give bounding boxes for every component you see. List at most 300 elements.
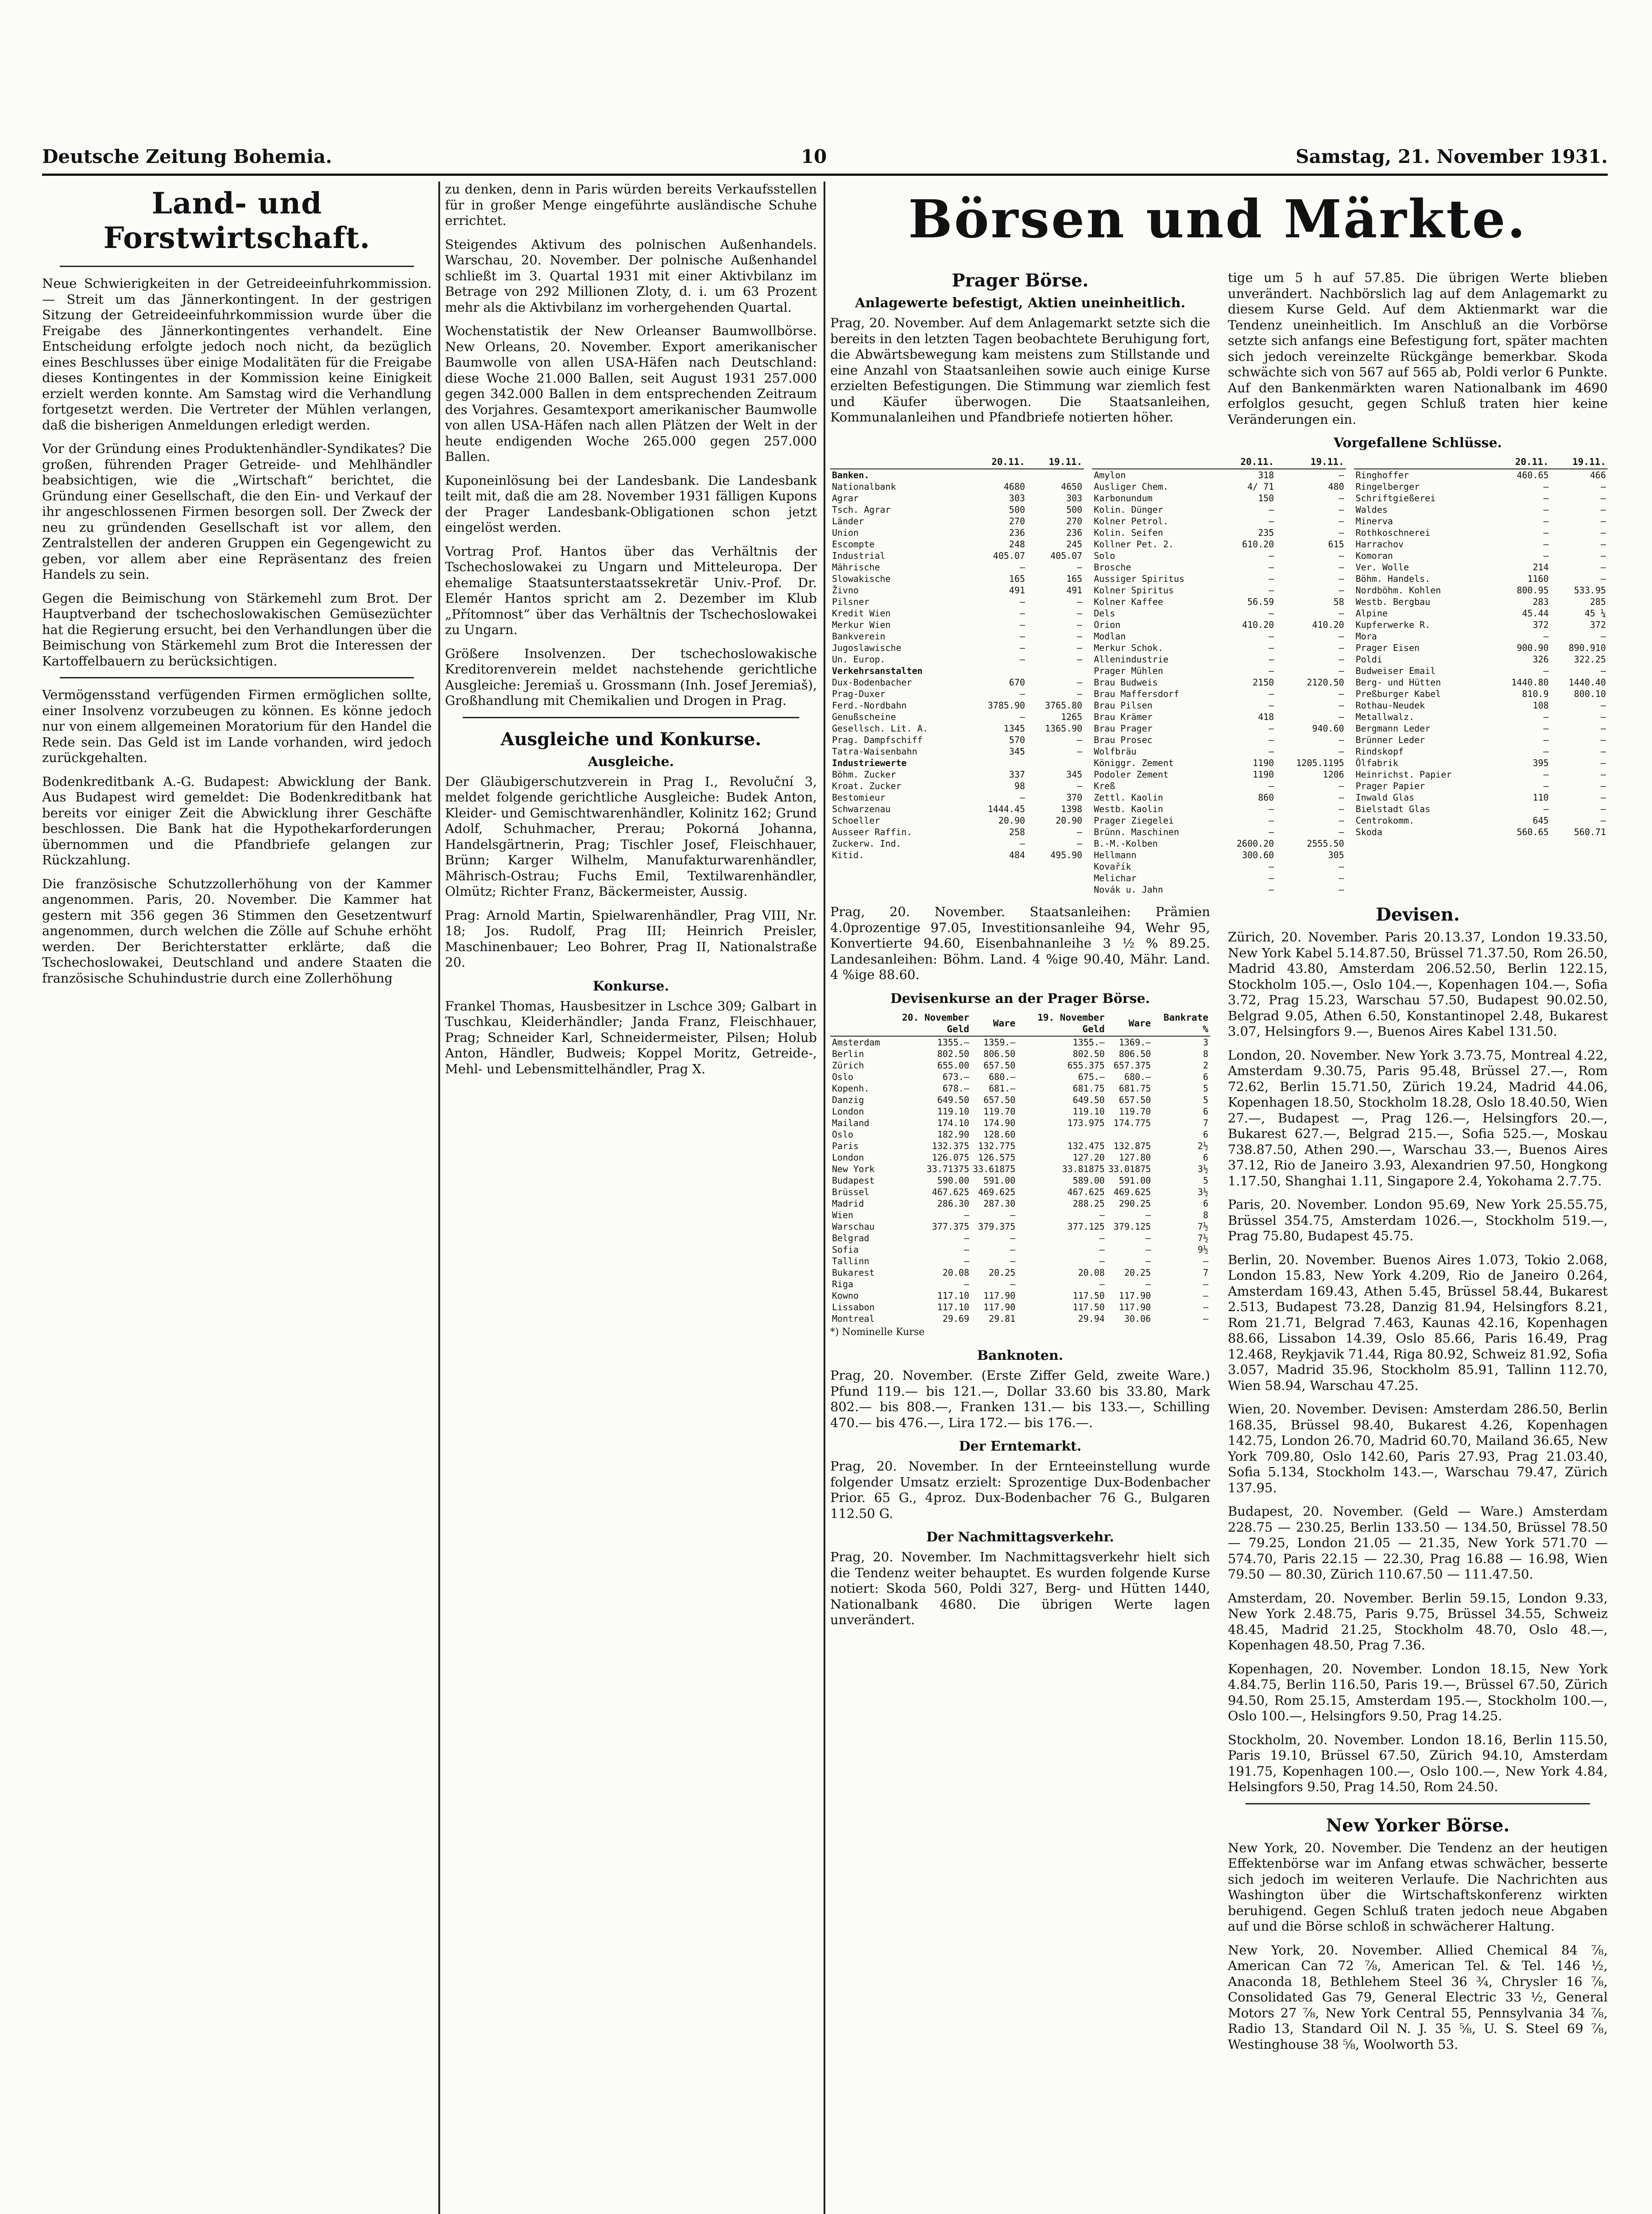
column-rule	[824, 182, 825, 2214]
quote-value: —	[1339, 643, 1344, 653]
quote-value: 3	[1203, 1037, 1208, 1048]
security-name: Minerva	[1355, 516, 1393, 526]
fx-rates-table	[830, 1011, 1210, 1324]
security-name: Kolin. Seifen	[1094, 527, 1163, 538]
quote-value: 117.50	[1072, 1301, 1105, 1312]
article-paragraph: Wochenstatistik der New Orleanser Baumwollbörse. New Orleans, 20. November. Export amerikanischer Baumwolle von allen USA-Häfen nach Deutschland: diese Woche 21.000 Ballen, seit August 1931 257.000 gegen 342.000 Ballen in dem entsprechenden Zeitraum des Vorjahres. Gesamtexport amerikanischer Baumwolle von allen USA-Häfen nach allen Plätzen der Welt in der heute endigenden Woche 265.000 gegen 257.000 Ballen.	[445, 323, 817, 464]
security-name: Kredit Wien	[832, 608, 891, 619]
table-row	[830, 711, 1084, 723]
security-name: Schwarzenau	[832, 804, 891, 814]
table-row	[830, 849, 1084, 861]
quote-value: —	[1600, 723, 1606, 734]
quote-value: —	[1269, 689, 1274, 699]
quote-value: 1190	[1253, 758, 1274, 768]
quote-value: —	[1600, 769, 1606, 780]
table-row	[1354, 734, 1608, 746]
table-row	[1354, 538, 1608, 550]
quote-value: 681.75	[1119, 1083, 1151, 1094]
security-name: Živno	[832, 585, 859, 596]
table-row	[830, 573, 1084, 584]
quote-value: 7½	[1197, 1221, 1208, 1232]
quote-value: —	[1020, 792, 1025, 803]
quote-value: 2555.50	[1307, 838, 1344, 849]
quote-value: 495.90	[1050, 850, 1083, 860]
table-row	[1092, 469, 1346, 481]
table-row	[830, 677, 1084, 688]
quote-value: —	[1600, 815, 1606, 826]
quote-value: —	[1339, 873, 1344, 883]
quote-value: 117.90	[983, 1301, 1016, 1312]
security-name: Centrokomm.	[1355, 815, 1415, 826]
article-paragraph: Wien, 20. November. Devisen: Amsterdam 286.50, Berlin 168.35, Brüssel 98.40, Bukarest 4.26, Kopenhagen 142.75, London 26.70, Madrid 60.70, Mailand 36.65, New York 709.80, Oslo 142.60, Paris 27.93, Prag 21.03.40, Sofia 5.134, Stockholm 143.—, Warschau 79.47, Zürich 137.95.	[1228, 1401, 1608, 1495]
table-row	[830, 469, 1084, 481]
security-name: Tsch. Agrar	[832, 504, 891, 515]
column-header	[830, 455, 970, 469]
quote-value: 117.10	[937, 1290, 969, 1301]
table-row	[830, 1094, 1210, 1106]
table-row	[830, 481, 1084, 492]
quote-value: 806.50	[1119, 1048, 1151, 1059]
security-name: Kroat. Zucker	[832, 781, 901, 791]
quote-value: 657.50	[1119, 1094, 1151, 1105]
quote-value: —	[1203, 1301, 1208, 1312]
quote-value	[970, 469, 1027, 481]
table-row	[830, 1244, 1210, 1255]
security-name: Union	[832, 527, 859, 538]
quote-value: —	[1339, 700, 1344, 711]
quote-value: —	[1600, 666, 1606, 676]
quote-value: —	[1020, 631, 1025, 642]
quote-value: —	[1543, 527, 1549, 538]
quote-value: 2120.50	[1307, 677, 1344, 688]
security-name: Bestomieur	[832, 792, 886, 803]
quote-value: 6	[1203, 1071, 1208, 1082]
quote-value: 491	[1009, 585, 1025, 596]
quote-value: 174.10	[937, 1117, 969, 1128]
quote-value: —	[1339, 470, 1344, 480]
table-row	[830, 1129, 1210, 1140]
quote-value: 649.50	[1072, 1094, 1105, 1105]
column-header: Ware	[971, 1011, 1017, 1036]
quote-value: —	[1339, 550, 1344, 561]
quote-value: —	[963, 1232, 969, 1243]
quote-value: 590.00	[937, 1175, 969, 1186]
table-header-row	[830, 1011, 1210, 1036]
quote-value: —	[1077, 608, 1083, 619]
quote-value: —	[1269, 827, 1274, 837]
security-name: Zuckerw. Ind.	[832, 838, 901, 849]
security-name: Oslo	[832, 1129, 854, 1140]
article-paragraph: New York, 20. November. Allied Chemical 84 ⅞, American Can 72 ⅞, American Tel. & Tel. 146 ½, Anaconda 18, Bethlehem Steel 36 ¾, Chrysler 16 ⅞, Consolidated Gas 79, General Electric 33 ½, General Motors 27 ⅞, New York Central 55, Pennsylvania 34 ⅞, Radio 13, Standard Oil N. J. 35 ⅝, U. S. Steel 69 ⅞, Westinghouse 38 ⅝, Woolworth 53.	[1228, 1942, 1608, 2052]
issue-date: Samstag, 21. November 1931.	[1296, 145, 1608, 167]
quote-value: 5	[1203, 1175, 1208, 1186]
quote-value: —	[1339, 516, 1344, 526]
quote-value: 6	[1203, 1152, 1208, 1163]
table-row	[1092, 792, 1346, 803]
security-name: Amsterdam	[832, 1037, 880, 1048]
column-header	[1354, 455, 1493, 469]
quote-value: —	[1269, 873, 1274, 883]
quote-value: 214	[1532, 562, 1549, 573]
article-paragraph: Steigendes Aktivum des polnischen Außenhandels. Warschau, 20. November. Der polnische Außenhandel schließt im 3. Quartal 1931 mit einer Aktivbilanz im Betrage von 292 Millionen Zloty, d. i. um 63 Prozent mehr als die Aktivbilanz im vorhergehenden Quartal.	[445, 236, 817, 315]
quote-value: 236	[1066, 527, 1083, 538]
table-row	[1092, 803, 1346, 815]
quote-value: 1265	[1061, 712, 1083, 722]
quote-value: 117.50	[1072, 1290, 1105, 1301]
quote-value: 560.71	[1574, 827, 1606, 837]
column-header	[1092, 455, 1220, 469]
article-paragraph: zu denken, denn in Paris würden bereits Verkaufsstellen für in großer Menge eingeführte ausländische Schuhe errichtet.	[445, 182, 817, 228]
security-name: Budweiser Email	[1355, 666, 1436, 676]
table-row	[830, 1060, 1210, 1071]
quote-value: 285	[1590, 596, 1606, 607]
quote-value: 29.69	[942, 1313, 969, 1324]
quote-value: —	[1099, 1255, 1105, 1266]
table-row	[830, 504, 1084, 515]
quote-value: —	[1600, 746, 1606, 757]
quote-value: 370	[1066, 792, 1083, 803]
security-name: Bukarest	[832, 1267, 875, 1278]
security-name: Bielstadt Glas	[1355, 804, 1431, 814]
table-row	[1354, 619, 1608, 631]
table-row	[1354, 654, 1608, 665]
security-name: Un. Europ.	[832, 654, 886, 665]
table-row	[1354, 815, 1608, 826]
quote-value: —	[1339, 815, 1344, 826]
quote-value: 4650	[1061, 481, 1083, 492]
article-paragraph: Der Gläubigerschutzverein in Prag I., Revoluční 3, meldet folgende gerichtliche Ausgleiche: Budek Anton, Kleider- und Gemischtwarenhändler, Kolinitz 162; Grund Adolf, Schuhmacher, Prerau; Pokorná Johanna, Handelsgärtnerin, Prag; Tischler Josef, Fleischhauer, Brünn; Karger Wilhelm, Manufakturwarenhändler, Mährisch-Ostrau; Fuchs Emil, Textilwarenhändler, Olmütz; Richter Franz, Bäckermeister, Aussig.	[445, 774, 817, 899]
quote-value: 379.375	[978, 1221, 1016, 1232]
security-name: Inwald Glas	[1355, 792, 1415, 803]
prague-exchange-subtitle: Anlagewerte befestigt, Aktien uneinheitlich.	[855, 295, 1186, 311]
column-header	[830, 1011, 882, 1036]
security-name: Komoran	[1355, 550, 1393, 561]
quote-value: 1440.40	[1568, 677, 1606, 688]
quote-value: 3½	[1197, 1186, 1208, 1197]
table-row	[1092, 688, 1346, 700]
table-row	[830, 527, 1084, 538]
quote-value: 165	[1066, 573, 1083, 584]
quote-value: 287.30	[983, 1198, 1016, 1209]
quote-value: —	[1600, 758, 1606, 768]
quote-value: —	[1077, 619, 1083, 630]
quote-value: 20.25	[989, 1267, 1016, 1278]
security-name: Tatra-Waisenbahn	[832, 746, 917, 757]
security-name: Westb. Kaolin	[1094, 804, 1163, 814]
quote-value: —	[1020, 712, 1025, 722]
table-header-row	[830, 455, 1084, 469]
table-row	[830, 1152, 1210, 1163]
column-header: Bankrate %	[1153, 1011, 1210, 1036]
table-row	[1354, 711, 1608, 723]
security-name: Skoda	[1355, 827, 1382, 837]
quote-value: —	[1269, 781, 1274, 791]
table-row	[1092, 515, 1346, 527]
security-name: Wien	[832, 1209, 854, 1220]
article-paragraph: Bodenkreditbank A.-G. Budapest: Abwicklung der Bank. Aus Budapest wird gemeldet: Die Bodenkreditbank hat bereits vor einiger Zeit die Abwicklung ihrer Geschäfte beschlossen. Die Bank hat die Hypothekarforderungen übernommen und die Pfandbriefe gelangen zur Rückzahlung.	[42, 774, 432, 867]
quote-value: 940.60	[1312, 723, 1344, 734]
table-row	[1092, 746, 1346, 757]
table-row	[830, 780, 1084, 792]
quote-value: 657.50	[983, 1094, 1016, 1105]
table-row	[830, 1117, 1210, 1129]
quote-value: —	[1010, 1232, 1016, 1243]
security-name: Dels	[1094, 608, 1115, 619]
security-name: Danzig	[832, 1094, 864, 1105]
quote-value: —	[1339, 884, 1344, 895]
security-name: Gesellsch. Lit. A.	[832, 723, 928, 734]
quote-value: —	[1203, 1313, 1208, 1324]
security-name: Böhm. Zucker	[832, 769, 896, 780]
divider	[463, 717, 799, 718]
quote-value: 800.10	[1574, 689, 1606, 699]
quote-value: —	[1099, 1209, 1105, 1220]
column-header: 20.11.	[1220, 455, 1276, 469]
quote-value: 8	[1203, 1048, 1208, 1059]
security-name: Lissabon	[832, 1301, 875, 1312]
table-row	[830, 1209, 1210, 1221]
security-name: Amylon	[1094, 470, 1126, 480]
security-name: Waldes	[1355, 504, 1388, 515]
article-paragraph: Kopenhagen, 20. November. London 18.15, New York 4.84.75, Berlin 116.50, Paris 19.—, Brüssel 67.50, Zürich 94.50, Rom 25.15, Amsterdam 195.—, Stockholm 100.—, Oslo 100.—, Helsingfors 9.50, Prag 14.25.	[1228, 1661, 1608, 1723]
quote-value: 533.95	[1574, 585, 1606, 596]
quote-value: —	[1020, 608, 1025, 619]
quote-value: —	[1099, 1232, 1105, 1243]
quote-value: —	[1269, 585, 1274, 596]
table-row	[1092, 861, 1346, 872]
security-name: Riga	[832, 1278, 854, 1289]
article-paragraph: Zürich, 20. November. Paris 20.13.37, London 19.33.50, New York Kabel 5.14.87.50, Brüssel 71.37.50, Rom 26.50, Madrid 43.80, Amsterdam 206.52.50, Berlin 122.15, Stockholm 105.—, Oslo 104.—, Kopenhagen 104.—, Sofia 3.72, Prag 15.23, Warschau 57.50, Budapest 90.02.50, Belgrad 9.05, Athen 6.50, Konstantinopel 2.48, Bukarest 3.07, Helsingfors 9.—, Buenos Aires Kabel 131.50.	[1228, 929, 1608, 1039]
quote-value: —	[1543, 723, 1549, 734]
quote-value: —	[1600, 516, 1606, 526]
table-row	[1354, 573, 1608, 584]
quote-value: 245	[1066, 539, 1083, 550]
article-paragraph: Frankel Thomas, Hausbesitzer in Lschce 309; Galbart in Tuschkau, Kleiderhändler; Janda Franz, Fleischhauer, Prag; Schneider Karl, Schneidermeister, Pilsen; Holub Anton, Händler, Budweis; Koppel Moritz, Getreide-, Mehl- und Lebensmittelhändler, Prag X.	[445, 998, 817, 1076]
article-paragraph: Amsterdam, 20. November. Berlin 59.15, London 9.33, New York 2.48.75, Paris 9.75, Brüssel 34.55, Schweiz 48.45, Madrid 21.25, Stockholm 48.70, Oslo 48.—, Kopenhagen 48.50, Prag 7.36.	[1228, 1590, 1608, 1653]
table-row	[1092, 584, 1346, 596]
quote-value: 410.20	[1312, 619, 1344, 630]
security-name: Preßburger Kabel	[1355, 689, 1441, 699]
security-name: B.-M.-Kolben	[1094, 838, 1158, 849]
quote-value: 484	[1009, 850, 1025, 860]
quote-value: —	[1099, 1244, 1105, 1255]
security-name: Kreß	[1094, 781, 1115, 791]
security-name: Ölfabrik	[1355, 758, 1398, 768]
quote-value: 33.01875	[1108, 1163, 1151, 1174]
security-name: Königgr. Zement	[1094, 758, 1174, 768]
divider	[60, 266, 414, 267]
security-name: Merkur Schok.	[1094, 643, 1163, 653]
security-name: Aussiger Spiritus	[1094, 573, 1185, 584]
table-row	[1354, 665, 1608, 677]
quote-value: —	[1020, 689, 1025, 699]
quote-value: —	[1600, 493, 1606, 503]
security-name: Madrid	[832, 1198, 864, 1209]
quote-value: 132.775	[978, 1140, 1016, 1151]
table-row	[1092, 573, 1346, 584]
table-row	[830, 1175, 1210, 1186]
quote-value: 810.9	[1522, 689, 1549, 699]
security-name: Oslo	[832, 1071, 854, 1082]
quote-value: 467.625	[932, 1186, 969, 1197]
quote-value: 29.81	[989, 1313, 1016, 1324]
quote-value: 890.910	[1568, 643, 1606, 653]
fx-rates-title: Devisenkurse an der Prager Börse.	[890, 991, 1150, 1006]
article-paragraph: Berlin, 20. November. Buenos Aires 1.073, Tokio 2.068, London 15.83, New York 4.209, Rio de Janeiro 0.264, Amsterdam 169.43, Athen 5.45, Brüssel 58.44, Bukarest 2.513, Budapest 73.28, Danzig 81.94, Helsingfors 8.21, Rom 21.71, Belgrad 7.463, Kaunas 42.16, Kopenhagen 88.66, Lissabon 14.39, Oslo 85.66, Paris 16.49, Prag 12.468, Reykjavik 71.44, Riga 80.92, Schweiz 81.92, Sofia 3.057, Madrid 35.96, Stockholm 85.91, Tallinn 112.70, Wien 58.94, Warschau 47.25.	[1228, 1252, 1608, 1393]
quote-value: —	[1269, 884, 1274, 895]
quote-value: 248	[1009, 539, 1025, 550]
security-name: Kopenh.	[832, 1083, 870, 1094]
table-row	[1354, 688, 1608, 700]
quote-value: —	[1339, 746, 1344, 757]
quote-value: —	[1020, 643, 1025, 653]
quote-value: 132.375	[932, 1140, 969, 1151]
quote-value	[970, 757, 1027, 769]
quote-value: 7½	[1197, 1232, 1208, 1243]
quote-value: —	[1543, 769, 1549, 780]
quote-value: —	[1600, 504, 1606, 515]
quote-value: 126.075	[932, 1152, 969, 1163]
quote-value: 127.20	[1072, 1152, 1105, 1163]
quote-value: —	[1339, 827, 1344, 837]
quote-value: 681.75	[1072, 1083, 1105, 1094]
table-row	[830, 1071, 1210, 1083]
quote-value: —	[1269, 654, 1274, 665]
table-row	[830, 584, 1084, 596]
security-name: Kollner Pet. 2.	[1094, 539, 1174, 550]
quote-value: 345	[1009, 746, 1025, 757]
quote-value: 128.60	[983, 1129, 1016, 1140]
quote-value: 649.50	[937, 1094, 969, 1105]
quote-value: 20.08	[1078, 1267, 1105, 1278]
article-paragraph: Prag, 20. November. Auf dem Anlagemarkt setzte sich die bereits in den letzten Tagen beobachtete Beruhigung fort, die Abwärtsbewegung kam meistens zum Stillstande und eine Anzahl von Staatsanleihen sowie auch einige Kurse erzielten Befestigungen. Die Stimmung war ziemlich fest und Käufer überwogen. Die Staatsanleihen, Kommunalanleihen und Pfandbriefe notierten höher.	[830, 315, 1210, 425]
quote-value: —	[1269, 666, 1274, 676]
quote-value: 680.—	[989, 1071, 1016, 1082]
security-name: Ausliger Chem.	[1094, 481, 1168, 492]
table-row	[1354, 608, 1608, 619]
column-header: 20.11.	[970, 455, 1027, 469]
quote-value: 305	[1328, 850, 1344, 860]
quote-value: 300.60	[1242, 850, 1274, 860]
security-name: Paris	[832, 1140, 859, 1151]
quote-value: —	[1339, 666, 1344, 676]
security-name: Brau Budweis	[1094, 677, 1158, 688]
security-name: Brau Maffersdorf	[1094, 689, 1179, 699]
table-row	[830, 1232, 1210, 1244]
quote-value: 1365.90	[1045, 723, 1083, 734]
quote-value: 117.90	[983, 1290, 1016, 1301]
quote-value: 45 ¼	[1584, 608, 1606, 619]
security-name: Novák u. Jahn	[1094, 884, 1163, 895]
security-name: Slowakische	[832, 573, 891, 584]
security-name: Agrar	[832, 493, 859, 503]
quote-value: —	[963, 1278, 969, 1289]
quote-value: 1398	[1061, 804, 1083, 814]
quote-value: 591.00	[1119, 1175, 1151, 1186]
table-row	[830, 515, 1084, 527]
quote-value: —	[1339, 562, 1344, 573]
quote-value: —	[1077, 654, 1083, 665]
table-row	[1092, 849, 1346, 861]
quote-value: —	[1339, 608, 1344, 619]
security-name: Bankverein	[832, 631, 886, 642]
table-row	[1092, 654, 1346, 665]
quote-value: 802.50	[1072, 1048, 1105, 1059]
quote-value: —	[1600, 700, 1606, 711]
security-name: Alpine	[1355, 608, 1388, 619]
table-row	[1354, 769, 1608, 780]
security-name: Warschau	[832, 1221, 875, 1232]
table-row	[1092, 711, 1346, 723]
quote-value: 9½	[1197, 1244, 1208, 1255]
security-name: Montreal	[832, 1313, 875, 1324]
table-row	[1092, 677, 1346, 688]
table-row	[830, 561, 1084, 573]
quote-value: 236	[1009, 527, 1025, 538]
article-paragraph: Prag, 20. November. Staatsanleihen: Prämien 4.0prozentige 97.05, Investitionsanleihe 94, Wehr 95, Konvertierte 94.60, Eisenbahnanleihe 3 ½ % 89.25. Landesanleihen: Böhm. Land. 4 %ige 90.40, Mähr. Land. 4 %ige 88.60.	[830, 904, 1210, 982]
quotes-table	[830, 455, 1084, 861]
quote-value: 174.775	[1113, 1117, 1151, 1128]
quote-value: —	[1020, 562, 1025, 573]
security-name: Hellmann	[1094, 850, 1137, 860]
quote-value: 33.61875	[973, 1163, 1016, 1174]
quote-value: —	[1269, 804, 1274, 814]
table-row	[1354, 561, 1608, 573]
table-row	[830, 631, 1084, 642]
quote-value: —	[1339, 527, 1344, 538]
quote-value: 466	[1590, 470, 1606, 480]
security-name: Escompte	[832, 539, 875, 550]
quote-value: 337	[1009, 769, 1025, 780]
table-row	[830, 803, 1084, 815]
quote-value: 108	[1532, 700, 1549, 711]
table-row	[1354, 631, 1608, 642]
quote-value: 410.20	[1242, 619, 1274, 630]
quotes-title: Vorgefallene Schlüsse.	[1333, 435, 1502, 451]
table-row	[1354, 803, 1608, 815]
quote-value: —	[1269, 573, 1274, 584]
quote-value: —	[1269, 504, 1274, 515]
quote-value: 290.25	[1119, 1198, 1151, 1209]
quote-value: 322.25	[1574, 654, 1606, 665]
quote-value: 1205.1195	[1296, 758, 1344, 768]
security-name: Brüssel	[832, 1186, 870, 1197]
quote-value: 500	[1066, 504, 1083, 515]
table-row	[830, 538, 1084, 550]
table-row	[1092, 561, 1346, 573]
column-header: 19.11.	[1027, 455, 1084, 469]
quote-value: 1440.80	[1511, 677, 1549, 688]
table-row	[830, 654, 1084, 665]
quote-value: 372	[1532, 619, 1549, 630]
quote-value: 657.50	[983, 1060, 1016, 1071]
table-row	[830, 608, 1084, 619]
quote-value: 119.10	[937, 1106, 969, 1117]
table-row	[1092, 608, 1346, 619]
table-row	[1092, 815, 1346, 826]
table-row	[830, 1163, 1210, 1175]
table-row	[1354, 584, 1608, 596]
column-header: 19. November Geld	[1017, 1011, 1106, 1036]
quote-value: —	[1010, 1278, 1016, 1289]
quote-value: 467.625	[1067, 1186, 1105, 1197]
quote-value: 7	[1203, 1117, 1208, 1128]
table-row	[1092, 481, 1346, 492]
quote-value: 286.30	[937, 1198, 969, 1209]
article-paragraph: Größere Insolvenzen. Der tschechoslowakische Kreditorenverein meldet nachstehende gerichtliche Ausgleiche: Jeremiaš u. Grossmann (Inh. Josef Jeremiaš), Großhandlung mit Chemikalien und Drogen in Prag.	[445, 646, 817, 708]
quote-value: —	[963, 1209, 969, 1220]
security-name: Brau Prosec	[1094, 735, 1153, 745]
